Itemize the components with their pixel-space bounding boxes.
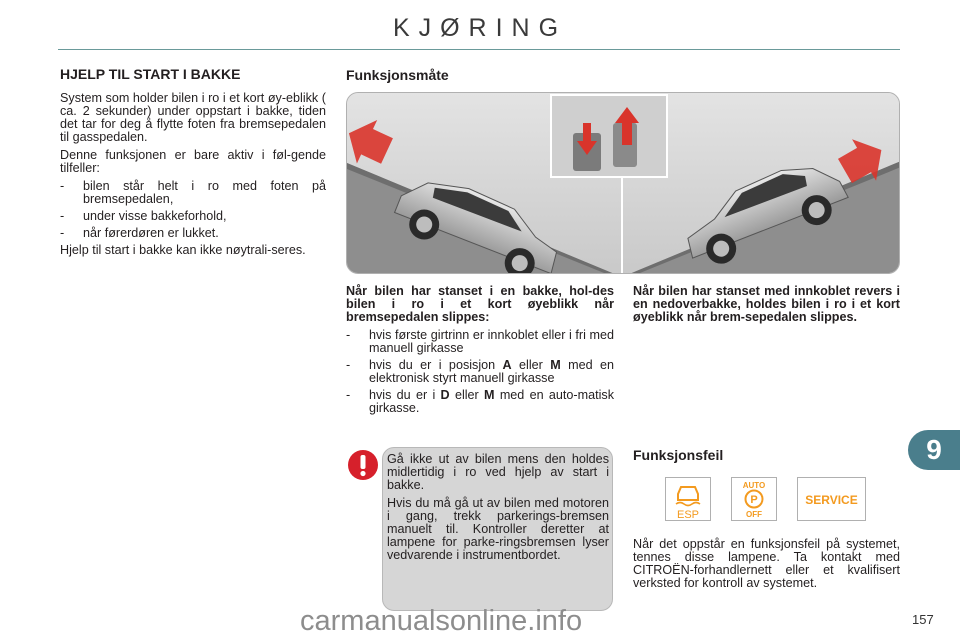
service-warning-icon (798, 478, 865, 520)
section-heading-hill-start: HJELP TIL START I BAKKE (60, 66, 241, 82)
off-label: OFF (746, 510, 762, 519)
warning-text (387, 453, 609, 567)
operation-reverse-description: Når bilen har stanset med innkoblet revers i en nedoverbakke, holdes bilen i ro i et kort øyeblikk når brem-sepedalen slippes. (633, 284, 900, 324)
warning-icon (347, 449, 379, 481)
hill-start-illustration (346, 92, 900, 274)
auto-label: AUTO (742, 481, 766, 490)
esp-lamp-label: ESP (676, 509, 700, 520)
list-item: - under visse bakkeforhold, (60, 209, 227, 223)
esp-lamp (665, 477, 711, 521)
watermark: carmanualsonline.info (300, 605, 583, 637)
hill-start-description (60, 92, 326, 262)
list-item: - hvis første girtrinn er innkoblet eller i fri med manuell girkasse (346, 328, 614, 355)
chapter-number: 9 (926, 434, 942, 465)
paragraph: Hjelp til start i bakke kan ikke nøytrali-seres. (60, 243, 306, 257)
paragraph: System som holder bilen i ro i et kort øy-eblikk ( ca. 2 sekunder) under oppstart i bakke, tiden det tar for deg å flytte foten fra bremsepedalen til gasspedalen. (60, 91, 326, 144)
section-heading-operation: Funksjonsmåte (346, 67, 449, 83)
auto-park-off-lamp (731, 477, 777, 521)
list-item: - bilen står helt i ro med foten på bremsepedalen, (60, 179, 326, 206)
list-item: - hvis du er i D eller M med en auto-matisk girkasse. (346, 388, 614, 415)
paragraph: Denne funksjonen er bare aktiv i føl-gende tilfeller: (60, 148, 326, 175)
list-item: - hvis du er i posisjon A eller M med en elektronisk styrt manuell girkasse (346, 358, 614, 385)
service-lamp-label: SERVICE (805, 493, 858, 507)
list-item: - når førerdøren er lukket. (60, 226, 219, 240)
park-label: P (750, 494, 758, 506)
paragraph: Gå ikke ut av bilen mens den holdes midlertidig i ro ved hjelp av start i bakke. (387, 452, 609, 492)
page-title: KJØRING (392, 14, 568, 42)
pedal-inset (551, 95, 667, 177)
malfunction-description: Når det oppstår en funksjonsfeil på systemet, tennes disse lampene. Ta kontakt med CITROËN-forhandlernett eller et kvalifisert verksted for kontroll av systemet. (633, 537, 900, 590)
auto-park-off-icon (732, 478, 776, 520)
service-lamp (797, 477, 866, 521)
operation-forward-description (346, 285, 614, 419)
esp-warning-icon (666, 478, 710, 520)
section-heading-malfunction: Funksjonsfeil (633, 447, 724, 463)
operation-forward-heading: Når bilen har stanset i en bakke, hol-des bilen i ro i et kort øyeblikk når bremsepedalen slippes: (346, 284, 614, 324)
paragraph: Hvis du må gå ut av bilen med motoren i gang, trekk parkerings-bremsen manuelt til. Kontroller deretter at lampene for parke-ringsbremsen lyser vedvarende i instrumentbordet. (387, 496, 609, 562)
header-divider (58, 49, 900, 50)
page-number: 157 (912, 612, 934, 627)
hill-start-illustration-svg (347, 93, 900, 274)
